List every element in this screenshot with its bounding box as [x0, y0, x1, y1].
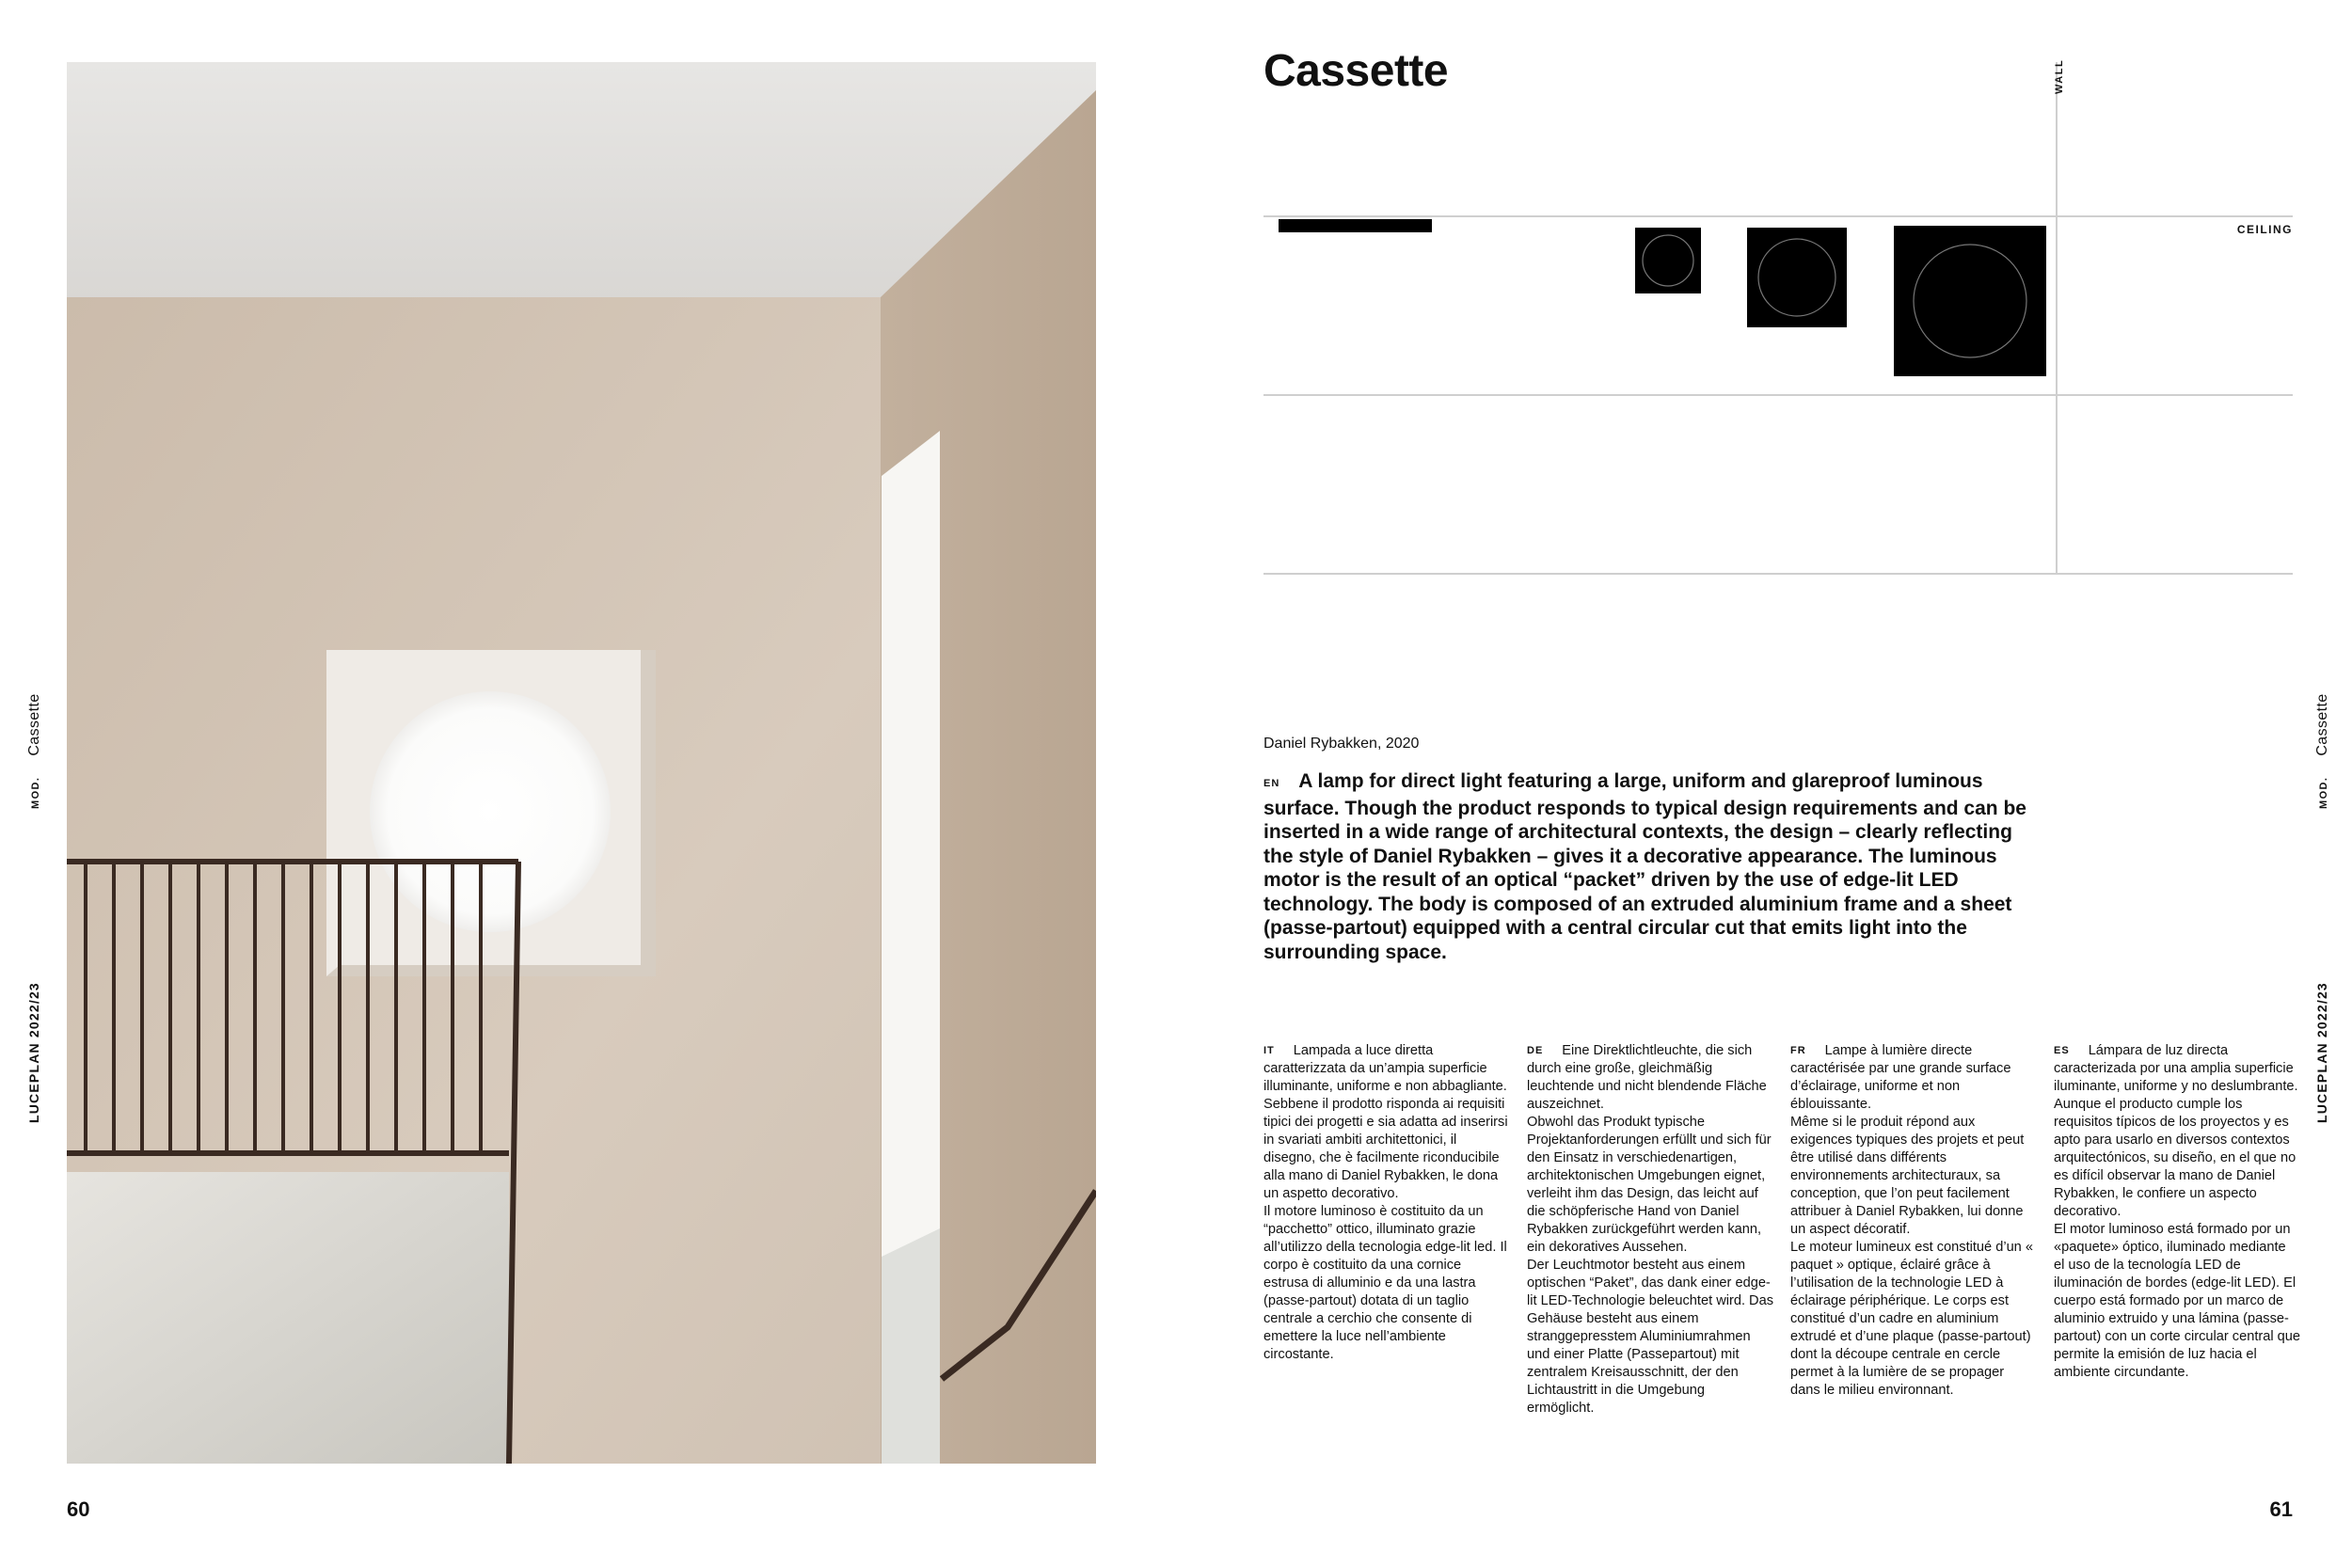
product-title: Cassette	[1263, 46, 1449, 96]
product-name: Cassette	[2314, 693, 2330, 756]
description-it	[1263, 1042, 1510, 1364]
product-photo	[67, 62, 1096, 1464]
mod-label: MOD.	[2318, 776, 2329, 809]
ceiling-label: CEILING	[2236, 223, 2293, 236]
cassette-small-shape	[1635, 228, 1701, 293]
language-code: ES	[2054, 1045, 2070, 1056]
running-head-right	[2314, 693, 2331, 809]
page-number-left: 60	[67, 1497, 90, 1521]
language-code: DE	[1527, 1045, 1544, 1056]
mod-label: MOD.	[30, 776, 41, 809]
product-name: Cassette	[26, 693, 42, 756]
description-en	[1263, 769, 2035, 964]
designer-credit: Daniel Rybakken, 2020	[1263, 736, 1420, 752]
mounting-diagram	[1263, 62, 2293, 576]
staircase-photo-illustration	[67, 62, 1096, 1464]
description-es	[2054, 1042, 2300, 1382]
catalog-label-left: LUCEPLAN 2022/23	[26, 982, 41, 1123]
language-code: FR	[1790, 1045, 1806, 1056]
size-diagram	[1263, 62, 2293, 576]
description-text: Eine Direktlichtleuchte, die sich durch eine große, gleichmäßig leuchtende und nicht blendende Fläche auszeichnet. Obwohl das Produkt typische Projektanforderungen erfüllt und sich für den Einsatz in verschiedenartigen, architektonischen Umgebungen eignet, verleiht ihm das Design, das leicht auf die schöpferische Hand von Daniel Rybakken zurückgeführt werden kann, ein dekoratives Aussehen. Der Leuchtmotor besteht aus einem optischen “Paket”, das dank einer edge-lit LED-Technologie beleuchtet wird. Das Gehäuse besteht aus einem stranggepresstem Aluminiumrahmen und einer Platte (Passepartout) mit zentralem Kreisausschnitt, der den Lichtaustritt in die Umgebung ermöglicht.	[1527, 1043, 1774, 1416]
wall-label: WALL	[2054, 58, 2065, 94]
description-text: Lámpara de luz directa caracterizada por una amplia superficie iluminante, uniforme y no deslumbrante. Aunque el producto cumple los requisitos típicos de los proyectos y es apto para usarlo en diversos contextos arquitectónicos, su diseño, en el que no es difícil observar la mano de Daniel Rybakken, le confiere un aspecto decorativo. El motor luminoso está formado por un «paquete» óptico, iluminado mediante el uso de la tecnología LED de iluminación de bordes (edge-lit LED). El cuerpo está formado por un marco de aluminio extruido y una lámina (passe-partout) con un corte circular central que permite la emisión de luz hacia el ambiente circundante.	[2054, 1043, 2301, 1380]
language-code: IT	[1263, 1045, 1275, 1056]
description-text: A lamp for direct light featuring a large, uniform and glareproof luminous surface. Though the product responds to typical design requirements and can be inserted in a wide range of architectural contexts, the design – clearly reflecting the style of Daniel Rybakken – gives it a decorative appearance. The luminous motor is the result of an optical “packet” driven by the use of edge-lit LED technology. The body is composed of an extruded aluminium frame and a sheet (passe-partout) equipped with a central circular cut that emits light into the surrounding space.	[1263, 770, 2026, 963]
page-number-right: 61	[2269, 1497, 2293, 1521]
description-de	[1527, 1042, 1773, 1418]
catalog-label-right: LUCEPLAN 2022/23	[2314, 982, 2329, 1123]
description-text: Lampada a luce diretta caratterizzata da un’ampia superficie illuminante, uniforme e non abbagliante. Sebbene il prodotto risponda ai requisiti tipici dei progetti e sia adatta ad inserirsi in svariati ambiti architettonici, il disegno, che è facilmente riconducibile alla mano di Daniel Rybakken, le dona un aspetto decorativo. Il motore luminoso è costituito da un “pacchetto” ottico, illuminato grazie all’utilizzo della tecnologia edge-lit led. Il corpo è costituito da una cornice estrusa di alluminio e da una lastra (passe-partout) dotata di un taglio centrale a cerchio che consente di emettere la luce nell’ambiente circostante.	[1263, 1043, 1508, 1362]
description-fr	[1790, 1042, 2037, 1400]
ceiling-profile-shape	[1279, 219, 1432, 232]
language-code: EN	[1263, 778, 1280, 789]
cassette-medium-shape	[1747, 228, 1847, 327]
description-text: Lampe à lumière directe caractérisée par une grande surface d’éclairage, uniforme et non éblouissante. Même si le produit répond aux exigences typiques des projets et peut être utilisé dans différents environnements architecturaux, sa conception, que l’on peut facilement attribuer à Daniel Rybakken, lui donne un aspect décoratif. Le moteur lumineux est constitué d’un « paquet » optique, éclairé grâce à l’utilisation de la technologie LED à éclairage périphérique. Le corps est constitué d’un cadre en aluminium extrudé et d’une plaque (passe-partout) dont la découpe centrale en cercle permet à la lumière de se propager dans le milieu environnant.	[1790, 1043, 2033, 1398]
cassette-large-shape	[1894, 226, 2046, 376]
running-head-left	[26, 693, 43, 809]
